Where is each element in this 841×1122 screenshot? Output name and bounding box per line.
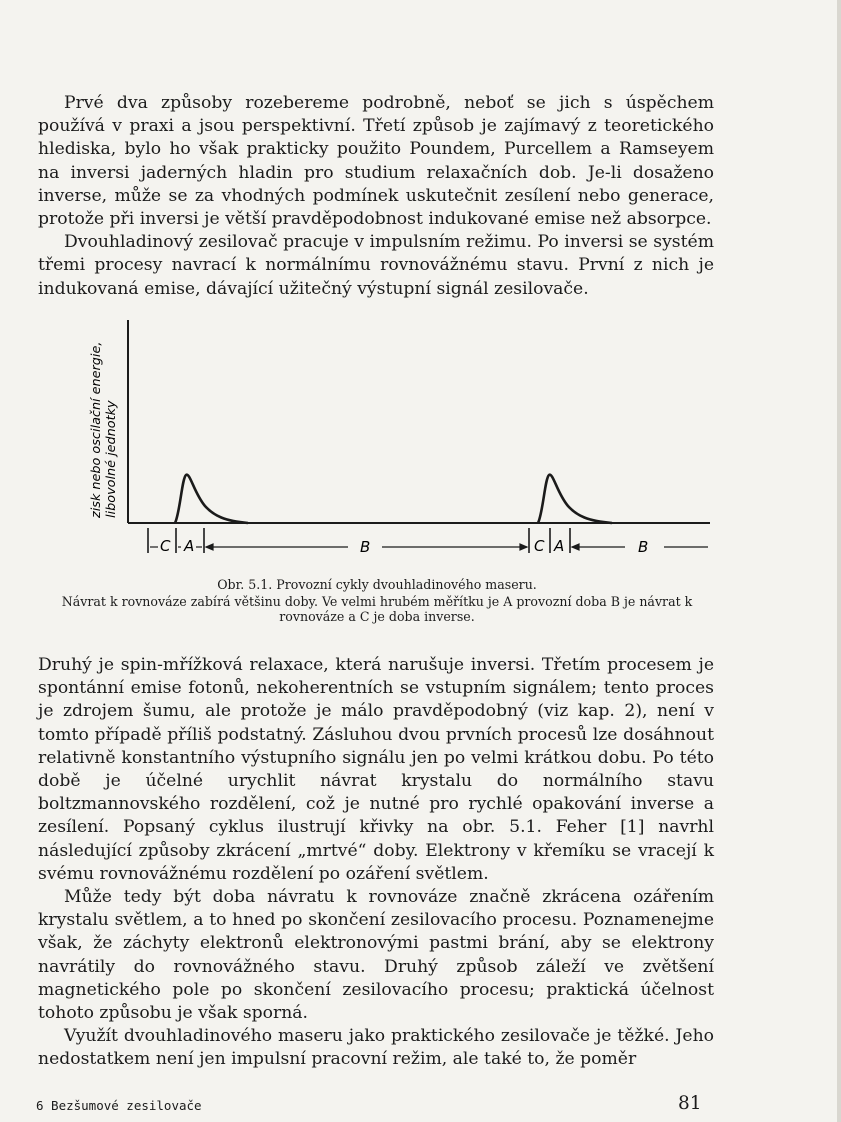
running-footer: 6 Bezšumové zesilovače [36,1098,202,1113]
page-number: 81 [678,1093,702,1114]
text-block-top [38,92,714,301]
pulse-diagram [80,318,720,558]
paragraph: Dvouhladinový zesilovač pracuje v impulsním režimu. Po inversi se systém třemi procesy navrací k normálnímu rovnovážnému stavu. První z nich je indukovaná emise, dávající užitečný výstupní signál zesilovače. [38,232,714,299]
y-axis-label [89,342,119,519]
segment-label-c: C [534,537,545,555]
paragraph: Prvé dva způsoby rozebereme podrobně, neboť se jich s úspěchem používá v praxi a jsou perspektivní. Třetí způsob je zajímavý z teoretického hlediska, bylo ho však prakticky použito Poundem, Purcellem a Ramseyem na inversi jaderných hladin pro studium relaxačních dob. Je-li dosaženo inverse, může se za vhodných podmínek uskutečnit zesílení nebo generace, protože při inversi je větší pravděpodobnost indukované emise než absorpce. [38,93,714,230]
pulse-curve-2 [538,475,612,523]
segment-label-a: A [184,537,195,555]
caption-text: Návrat k rovnováze zabírá většinu doby. Ve velmi hrubém měřítku je A provozní doba B je návrat k rovnováze a C je doba inverse. [61,593,693,624]
figure-5-1 [80,318,720,558]
segment-label-c: C [160,537,171,555]
segment-label-b: B [360,538,371,556]
pulse-curve-1 [175,475,248,523]
figure-caption [36,577,718,625]
y-axis-label-line-1: zisk nebo oscilační energie, [89,341,104,518]
segment-label-b: B [638,538,649,556]
dimension-arrows [150,544,708,550]
y-axis-label-line-2: libovolné jednotky [104,400,119,518]
segment-label-a: A [554,537,565,555]
paragraph: Druhý je spin-mřížková relaxace, která narušuje inversi. Třetím procesem je spontánní emise fotonů, nekoherentních se vstupním signálem; tento proces je zdrojem šumu, ale protože je málo pravděpodobný (viz kap. 2), není v tomto případě příliš podstatný. Zásluhou dvou prvních procesů lze dosáhnout relativně konstantního výstupního signálu jen po velmi krátkou dobu. Po této době je účelné urychlit návrat krystalu do normálního stavu boltzmannovského rozdělení, což je nutné pro rychlé opakování inverse a zesílení. Popsaný cyklus ilustrují křivky na obr. 5.1. Feher [1] navrhl následující způsoby zkrácení „mrtvé“ doby. Elektrony v křemíku se vracejí k svému rovnovážnému rozdělení po ozáření světlem. [38,655,714,884]
paragraph: Využít dvouhladinového maseru jako praktického zesilovače je těžké. Jeho nedostatkem není jen impulsní pracovní režim, ale také to, že poměr [38,1026,714,1070]
caption-title: Obr. 5.1. Provozní cykly dvouhladinového maseru. [217,577,537,592]
text-block-bottom [38,654,714,1072]
page-edge [837,0,841,1122]
paragraph: Může tedy být doba návratu k rovnováze značně zkrácena ozářením krystalu světlem, a to hned po skončení zesilovacího procesu. Poznamenejme však, že záchyty elektronů elektronovými pastmi brání, aby se elektrony navrátily do rovnovážného stavu. Druhý způsob záleží ve zvětšení magnetického pole po skončení zesilovacího procesu; praktická účelnost tohoto způsobu je však sporná. [38,887,714,1024]
